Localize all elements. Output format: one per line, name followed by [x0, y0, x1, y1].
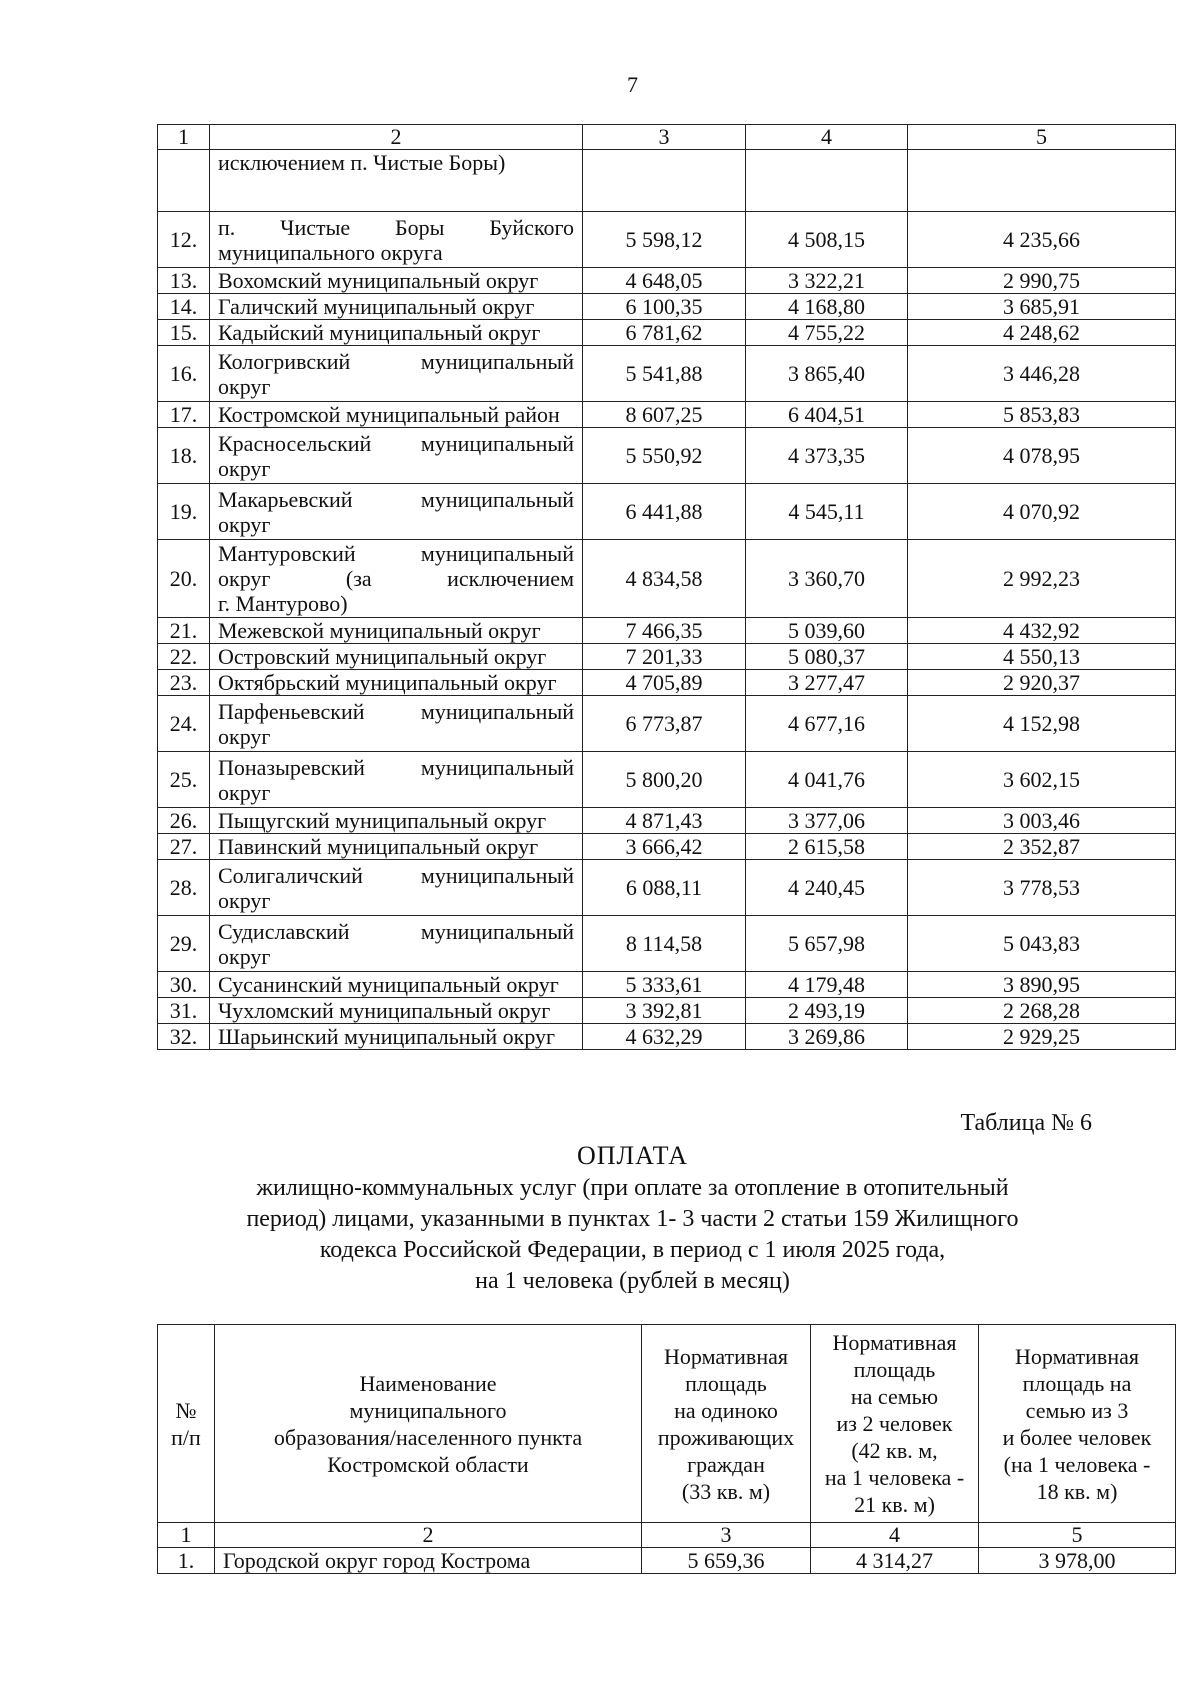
- column-number: 3: [583, 125, 746, 150]
- value-two-persons: 3 377,06: [746, 808, 908, 834]
- tariff-table-6: [157, 1324, 1176, 1574]
- value-two-persons: 4 373,35: [746, 428, 908, 484]
- value-three-plus: 3 778,53: [908, 860, 1176, 916]
- row-number: 16.: [158, 346, 210, 402]
- table-row: [158, 972, 1176, 998]
- value-three-plus: 2 990,75: [908, 268, 1176, 294]
- table-row: [158, 402, 1176, 428]
- header-single-area: Нормативная площадь на одиноко проживающих граждан (33 кв. м): [642, 1325, 811, 1523]
- municipality-name: Солигаличский муниципальный округ: [210, 860, 583, 916]
- municipality-name: Павинский муниципальный округ: [210, 834, 583, 860]
- value-two-persons: 5 657,98: [746, 916, 908, 972]
- table-row: [158, 1024, 1176, 1050]
- value-three-plus: 4 248,62: [908, 320, 1176, 346]
- value-three-plus: 2 920,37: [908, 670, 1176, 696]
- header-family-area: Нормативная площадь на семью из 3 и более человек (на 1 человека - 18 кв. м): [979, 1325, 1176, 1523]
- value-single: 4 705,89: [583, 670, 746, 696]
- value-two-persons: 4 677,16: [746, 696, 908, 752]
- value-single: 6 100,35: [583, 294, 746, 320]
- value-two-persons: 6 404,51: [746, 402, 908, 428]
- table-row: [158, 644, 1176, 670]
- municipality-name: Костромской муниципальный район: [210, 402, 583, 428]
- column-number: 3: [642, 1523, 811, 1548]
- value-single: 4 834,58: [583, 540, 746, 618]
- row-number: 30.: [158, 972, 210, 998]
- table-row: [158, 752, 1176, 808]
- row-number: 26.: [158, 808, 210, 834]
- column-number: 4: [811, 1523, 979, 1548]
- row-number: 12.: [158, 212, 210, 268]
- row-number: 21.: [158, 618, 210, 644]
- column-number-row: [158, 125, 1176, 150]
- value-three-plus: 2 268,28: [908, 998, 1176, 1024]
- value-single: 5 800,20: [583, 752, 746, 808]
- municipality-name: Кадыйский муниципальный округ: [210, 320, 583, 346]
- value-two-persons: 3 269,86: [746, 1024, 908, 1050]
- value-single: 3 392,81: [583, 998, 746, 1024]
- column-number: 2: [210, 125, 583, 150]
- row-number: 28.: [158, 860, 210, 916]
- value-three-plus: 2 992,23: [908, 540, 1176, 618]
- header-municipality: Наименование муниципального образования/населенного пункта Костромской области: [215, 1325, 642, 1523]
- value-single: 8 607,25: [583, 402, 746, 428]
- value-single: 7 466,35: [583, 618, 746, 644]
- table-row: [158, 834, 1176, 860]
- table-subtitle-line: кодекса Российской Федерации, в период с 1 июля 2025 года,: [319, 1237, 946, 1263]
- column-number: 4: [746, 125, 908, 150]
- table-row: [158, 428, 1176, 484]
- tariff-table-continued: [157, 124, 1176, 1050]
- table-row: [158, 1548, 1176, 1574]
- table-row: [158, 320, 1176, 346]
- municipality-name: Мантуровский муниципальный округ (за исключением г. Мантурово): [210, 540, 583, 618]
- value-three-plus: 3 890,95: [908, 972, 1176, 998]
- row-number: 32.: [158, 1024, 210, 1050]
- value-single: 4 632,29: [583, 1024, 746, 1050]
- row-number: 23.: [158, 670, 210, 696]
- header-two-person-area: Нормативная площадь на семью из 2 человек (42 кв. м, на 1 человека - 21 кв. м): [811, 1325, 979, 1523]
- row-number: 29.: [158, 916, 210, 972]
- table-row: [158, 998, 1176, 1024]
- row-number: 15.: [158, 320, 210, 346]
- municipality-name: Шарьинский муниципальный округ: [210, 1024, 583, 1050]
- table-title-block: [0, 1140, 1200, 1297]
- table-row: [158, 484, 1176, 540]
- row-number: 1.: [158, 1548, 215, 1574]
- value-single: 6 773,87: [583, 696, 746, 752]
- value-two-persons: 4 755,22: [746, 320, 908, 346]
- value-two-persons: 3 322,21: [746, 268, 908, 294]
- value-three-plus: 3 978,00: [979, 1548, 1176, 1574]
- municipality-name: Красносельский муниципальный округ: [210, 428, 583, 484]
- table-subtitle-line: на 1 человека (рублей в месяц): [475, 1268, 790, 1294]
- municipality-name: Поназыревский муниципальный округ: [210, 752, 583, 808]
- table-row: [158, 212, 1176, 268]
- row-number: 17.: [158, 402, 210, 428]
- value-single: 5 541,88: [583, 346, 746, 402]
- value-two-persons: 4 545,11: [746, 484, 908, 540]
- municipality-name: Островский муниципальный округ: [210, 644, 583, 670]
- value-two-persons: 4 179,48: [746, 972, 908, 998]
- row-number: 20.: [158, 540, 210, 618]
- value-three-plus: 4 550,13: [908, 644, 1176, 670]
- municipality-name: Чухломский муниципальный округ: [210, 998, 583, 1024]
- value-three-plus: 5 853,83: [908, 402, 1176, 428]
- column-number-row: [158, 1523, 1176, 1548]
- value-three-plus: 4 078,95: [908, 428, 1176, 484]
- table-row: [158, 294, 1176, 320]
- row-number: 19.: [158, 484, 210, 540]
- table-row: [158, 860, 1176, 916]
- value-three-plus: 4 235,66: [908, 212, 1176, 268]
- value-single: 6 088,11: [583, 860, 746, 916]
- value-two-persons: 4 240,45: [746, 860, 908, 916]
- municipality-name: Судиславский муниципальный округ: [210, 916, 583, 972]
- municipality-name: Галичский муниципальный округ: [210, 294, 583, 320]
- value-two-persons: 3 277,47: [746, 670, 908, 696]
- value-single: 6 441,88: [583, 484, 746, 540]
- municipality-name: Октябрьский муниципальный округ: [210, 670, 583, 696]
- value-single: 3 666,42: [583, 834, 746, 860]
- value-single: 6 781,62: [583, 320, 746, 346]
- table-row: [158, 540, 1176, 618]
- value-three-plus: 3 685,91: [908, 294, 1176, 320]
- column-header-row: [158, 1325, 1176, 1523]
- municipality-name: Пыщугский муниципальный округ: [210, 808, 583, 834]
- continuation-row: [158, 150, 1176, 212]
- municipality-name: Кологривский муниципальный округ: [210, 346, 583, 402]
- column-number: 2: [215, 1523, 642, 1548]
- value-two-persons: 4 041,76: [746, 752, 908, 808]
- municipality-name: Межевской муниципальный округ: [210, 618, 583, 644]
- municipality-name: Сусанинский муниципальный округ: [210, 972, 583, 998]
- value-two-persons: 4 314,27: [811, 1548, 979, 1574]
- column-number: 1: [158, 125, 210, 150]
- municipality-name: исключением п. Чистые Боры): [210, 150, 583, 212]
- value-two-persons: 2 493,19: [746, 998, 908, 1024]
- column-number: 5: [908, 125, 1176, 150]
- value-single: 5 659,36: [642, 1548, 811, 1574]
- value-two-persons: 2 615,58: [746, 834, 908, 860]
- row-number: 22.: [158, 644, 210, 670]
- value-two-persons: 3 360,70: [746, 540, 908, 618]
- table-row: [158, 346, 1176, 402]
- municipality-name: Городской округ город Кострома: [215, 1548, 642, 1574]
- value-three-plus: 3 003,46: [908, 808, 1176, 834]
- value-two-persons: 4 508,15: [746, 212, 908, 268]
- value-single: 7 201,33: [583, 644, 746, 670]
- municipality-name: Макарьевский муниципальный округ: [210, 484, 583, 540]
- table-row: [158, 268, 1176, 294]
- row-number: 25.: [158, 752, 210, 808]
- municipality-name: Вохомский муниципальный округ: [210, 268, 583, 294]
- table-row: [158, 808, 1176, 834]
- value-two-persons: 5 039,60: [746, 618, 908, 644]
- value-three-plus: 3 602,15: [908, 752, 1176, 808]
- municipality-name: Парфеньевский муниципальный округ: [210, 696, 583, 752]
- value-three-plus: 5 043,83: [908, 916, 1176, 972]
- page-number: 7: [627, 72, 638, 97]
- value-two-persons: 4 168,80: [746, 294, 908, 320]
- value-three-plus: 4 152,98: [908, 696, 1176, 752]
- row-number: 18.: [158, 428, 210, 484]
- table-row: [158, 696, 1176, 752]
- row-number: 31.: [158, 998, 210, 1024]
- value-three-plus: 2 352,87: [908, 834, 1176, 860]
- value-single: 5 333,61: [583, 972, 746, 998]
- row-number: 14.: [158, 294, 210, 320]
- table-subtitle-line: период) лицами, указанными в пунктах 1- 3 части 2 статьи 159 Жилищного: [246, 1206, 1019, 1232]
- value-three-plus: 3 446,28: [908, 346, 1176, 402]
- value-single: 5 550,92: [583, 428, 746, 484]
- value-three-plus: 4 070,92: [908, 484, 1176, 540]
- table-row: [158, 670, 1176, 696]
- value-two-persons: 5 080,37: [746, 644, 908, 670]
- value-two-persons: 3 865,40: [746, 346, 908, 402]
- value-single: 4 871,43: [583, 808, 746, 834]
- value-three-plus: 4 432,92: [908, 618, 1176, 644]
- table-subtitle-line: жилищно-коммунальных услуг (при оплате за отопление в отопительный: [256, 1175, 1009, 1201]
- table-row: [158, 916, 1176, 972]
- column-number: 5: [979, 1523, 1176, 1548]
- column-number: 1: [158, 1523, 215, 1548]
- header-number: № п/п: [158, 1325, 215, 1523]
- municipality-name: п. Чистые Боры Буйского муниципального округа: [210, 212, 583, 268]
- row-number: 24.: [158, 696, 210, 752]
- value-three-plus: 2 929,25: [908, 1024, 1176, 1050]
- row-number: 27.: [158, 834, 210, 860]
- value-single: 5 598,12: [583, 212, 746, 268]
- row-number: 13.: [158, 268, 210, 294]
- table-title: ОПЛАТА: [576, 1141, 689, 1170]
- value-single: 4 648,05: [583, 268, 746, 294]
- table-caption: Таблица № 6: [960, 1110, 1092, 1136]
- value-single: 8 114,58: [583, 916, 746, 972]
- table-row: [158, 618, 1176, 644]
